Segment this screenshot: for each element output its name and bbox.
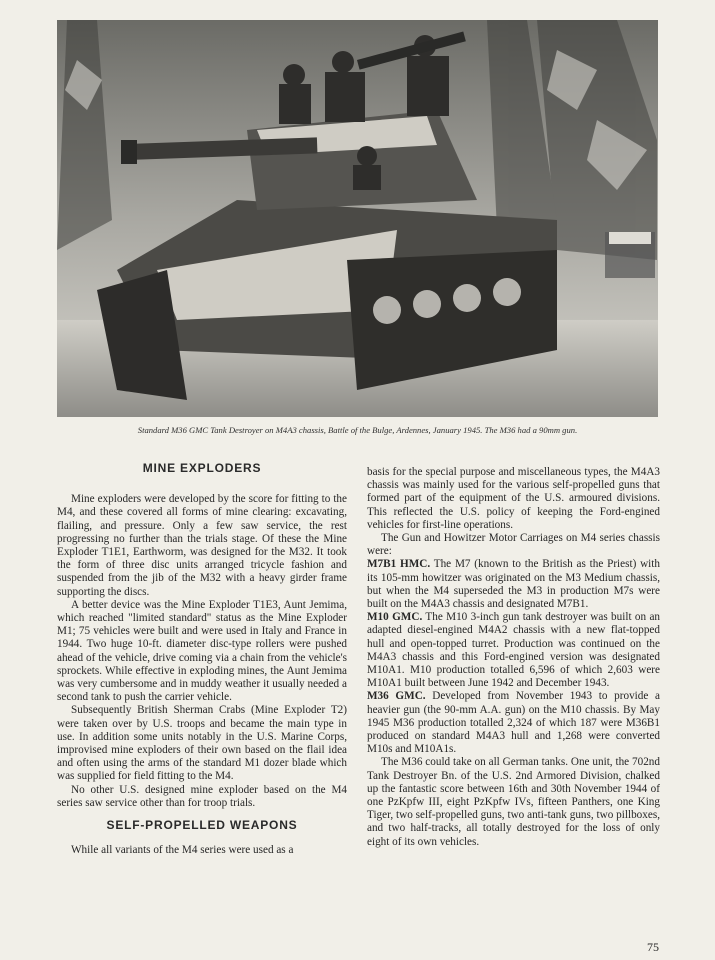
paragraph: While all variants of the M4 series were used as a (71, 844, 294, 857)
heading-mine-exploders: MINE EXPLODERS (142, 461, 262, 475)
m7b1-entry (367, 558, 660, 611)
paragraph: The Gun and Howitzer Motor Carriages on M4 series chassis were: (367, 532, 660, 558)
paragraph: basis for the special purpose and miscellaneous types, the M4A3 chassis was mainly used for the various self-propelled guns that formed part of the equipment of the U.S. armoured divisions. This reflected the U.S. policy of keeping the Ford-engined vehicles for first-line operations. (367, 466, 660, 531)
paragraph: A better device was the Mine Exploder T1E3, Aunt Jemima, which reached "limited standard" status as the Mine Exploder M1; 75 vehicles were built and were used in Italy and France in 1944. Two huge 10-ft. diameter disc-type rollers were pushed ahead of the vehicle, drive coming via a chain from the vehicle's sprockets. While effective in exploding mines, the Aunt Jemima was very cumbersome and in muddy weather it usually needed a second tank to push the carrier vehicle. (57, 598, 347, 704)
m36-text: Developed from November 1943 to provide a heavier gun (the 90-mm A.A. gun) on the M10 chassis. By May 1945 M36 production totalled 2,324 of which 187 were M36B1 produced on standard M4A3 hull and 1,268 were converted M10s and M10A1s. (367, 690, 660, 756)
m10-entry (367, 611, 660, 690)
paragraph: The M36 could take on all German tanks. One unit, the 702nd Tank Destroyer Bn. of the U.S. 2nd Armored Division, chalked up the fantastic score between 16th and 30th November 1944 of one PzKpfw III, eight PzKpfw IVs, fifteen Panthers, one King Tiger, two self-propelled guns, two anti-tank guns, two pillboxes, and two half-tracks, all totally destroyed for the loss of only eight of its own vehicles. (367, 756, 660, 848)
paragraph: Mine exploders were developed by the score for fitting to the M4, and these covered all forms of mine clearing: excavating, flailing, and pressure. Only a few saw service, the rest progressing no further than the trials stage. Of these the Mine Exploder T1E1, Earthworm, was designed for the M32. It took the form of three disc units arranged tricycle fashion and suspended from the jib of the M32 with a heavy girder frame supporting the discs. (57, 493, 347, 598)
paragraph: No other U.S. designed mine exploder based on the M4 series saw service other than for troop trials. (57, 783, 347, 809)
right-column (367, 466, 660, 849)
m36-label: M36 GMC. (367, 690, 426, 703)
photo-caption: Standard M36 GMC Tank Destroyer on M4A3 chassis, Battle of the Bulge, Ardennes, January 1945. The M36 had a 90mm gun. (137, 425, 578, 435)
m10-label: M10 GMC. (367, 611, 423, 624)
tank-photo (57, 20, 658, 417)
left-column (57, 462, 347, 857)
m7b1-text: The M7 (known to the British as the Priest) with its 105-mm howitzer was originated on the M3 Medium chassis, but when the M4 superseded the M3 in production M7s were built on the M4A3 chassis and designated M7B1. (367, 558, 660, 611)
m7b1-label: M7B1 HMC. (367, 558, 431, 571)
heading-self-propelled-weapons: SELF-PROPELLED WEAPONS (106, 818, 298, 833)
m36-entry (367, 690, 660, 756)
paragraph: Subsequently British Sherman Crabs (Mine Exploder T2) were taken over by U.S. troops and became the main type in use. In addition some units notably in the U.S. Marine Corps, improvised mine exploders of their own based on the flail idea and often using the arms of the standard M1 dozer blade which was supplied for field fitting to the M4. (57, 704, 347, 783)
m10-text: The M10 3-inch gun tank destroyer was built on an adapted diesel-engined M4A2 chassis with a new flat-topped hull and open-topped turret. Production was continued on the M4A3 chassis and this Ford-engined version was designated M10A1. M10 production totalled 6,596 of which 2,603 were M10A1 built between June 1942 and December 1943. (367, 611, 661, 690)
page-number: 75 (647, 940, 659, 954)
